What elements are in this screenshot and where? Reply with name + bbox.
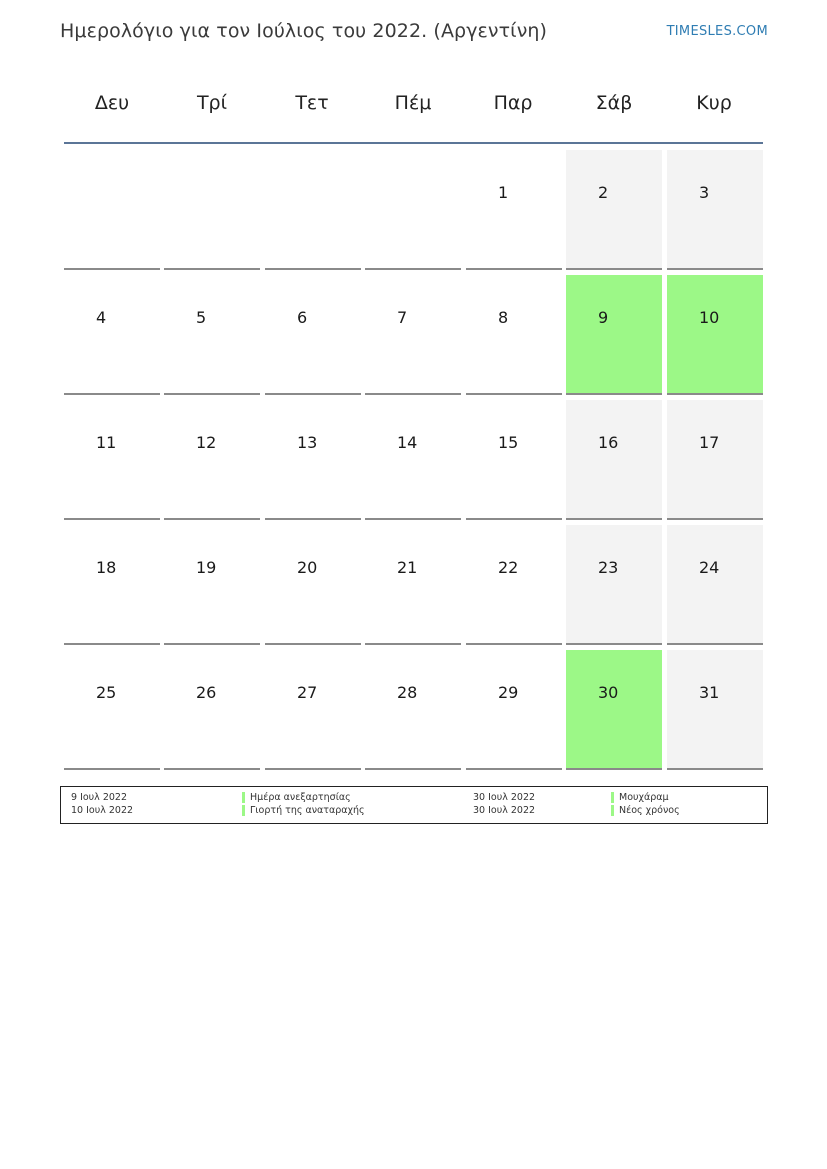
day-number: 2 — [598, 183, 609, 202]
day-cell — [667, 525, 763, 645]
weekday-fri: Παρ — [493, 92, 533, 114]
day-number: 24 — [699, 558, 720, 577]
day-number: 20 — [297, 558, 318, 577]
day-number: 6 — [297, 308, 308, 327]
day-number: 8 — [498, 308, 509, 327]
day-cell — [566, 650, 662, 770]
legend-holiday-name: Νέος χρόνος — [619, 805, 680, 816]
day-cell — [265, 275, 361, 395]
day-cell — [466, 650, 562, 770]
legend-holiday-name: Μουχάραμ — [619, 792, 669, 803]
day-number: 4 — [96, 308, 107, 327]
day-number: 27 — [297, 683, 318, 702]
day-number: 12 — [196, 433, 217, 452]
day-cell — [64, 650, 160, 770]
day-number: 9 — [598, 308, 609, 327]
day-number: 19 — [196, 558, 217, 577]
day-number: 13 — [297, 433, 318, 452]
day-cell — [566, 275, 662, 395]
day-number: 18 — [96, 558, 117, 577]
day-number: 21 — [397, 558, 418, 577]
day-cell — [64, 400, 160, 520]
day-cell — [566, 525, 662, 645]
day-number: 3 — [699, 183, 710, 202]
day-cell — [667, 400, 763, 520]
day-cell — [466, 150, 562, 270]
weekday-sun: Κυρ — [696, 92, 732, 114]
legend-holiday-name: Ημέρα ανεξαρτησίας — [250, 792, 351, 803]
day-cell — [164, 150, 260, 270]
day-cell — [164, 400, 260, 520]
day-cell — [667, 150, 763, 270]
weekday-tue: Τρί — [196, 92, 228, 114]
day-cell — [164, 525, 260, 645]
day-cell — [466, 275, 562, 395]
day-number: 29 — [498, 683, 519, 702]
brand-link[interactable]: TIMESLES.COM — [666, 24, 768, 39]
day-number: 1 — [498, 183, 509, 202]
holiday-legend — [60, 786, 768, 824]
day-number: 5 — [196, 308, 207, 327]
day-cell — [466, 400, 562, 520]
day-number: 23 — [598, 558, 619, 577]
day-number: 15 — [498, 433, 519, 452]
day-number: 10 — [699, 308, 720, 327]
holiday-marker — [611, 805, 614, 816]
day-cell — [365, 525, 461, 645]
day-number: 30 — [598, 683, 619, 702]
holiday-marker — [611, 792, 614, 803]
day-cell — [365, 150, 461, 270]
weekday-mon: Δευ — [94, 92, 130, 114]
legend-holiday-name: Γιορτή της αναταραχής — [250, 805, 365, 816]
day-number: 31 — [699, 683, 720, 702]
day-cell — [265, 525, 361, 645]
legend-date: 10 Ιουλ 2022 — [71, 805, 134, 816]
weekday-thu: Πέμ — [394, 92, 432, 114]
day-number: 11 — [96, 433, 117, 452]
day-number: 25 — [96, 683, 117, 702]
day-cell — [64, 525, 160, 645]
day-number: 28 — [397, 683, 418, 702]
legend-date: 30 Ιουλ 2022 — [473, 805, 536, 816]
day-cell — [365, 400, 461, 520]
weekday-wed: Τετ — [295, 92, 329, 114]
holiday-marker — [242, 792, 245, 803]
page-title: Ημερολόγιο για τον Ιούλιος του 2022. (Αργεντίνη) — [60, 20, 548, 42]
day-cell — [265, 150, 361, 270]
day-number: 17 — [699, 433, 720, 452]
day-cell — [164, 275, 260, 395]
day-cell — [667, 275, 763, 395]
day-cell — [265, 400, 361, 520]
day-cell — [64, 150, 160, 270]
day-cell — [566, 400, 662, 520]
holiday-marker — [242, 805, 245, 816]
day-cell — [667, 650, 763, 770]
day-number: 7 — [397, 308, 408, 327]
day-number: 16 — [598, 433, 619, 452]
day-cell — [64, 275, 160, 395]
day-cell — [466, 525, 562, 645]
legend-date: 30 Ιουλ 2022 — [473, 792, 536, 803]
weekday-sat: Σάβ — [595, 92, 633, 114]
day-cell — [365, 275, 461, 395]
day-cell — [265, 650, 361, 770]
day-number: 22 — [498, 558, 519, 577]
day-number: 26 — [196, 683, 217, 702]
day-number: 14 — [397, 433, 418, 452]
day-cell — [164, 650, 260, 770]
day-cell — [365, 650, 461, 770]
day-cell — [566, 150, 662, 270]
legend-date: 9 Ιουλ 2022 — [71, 792, 127, 803]
